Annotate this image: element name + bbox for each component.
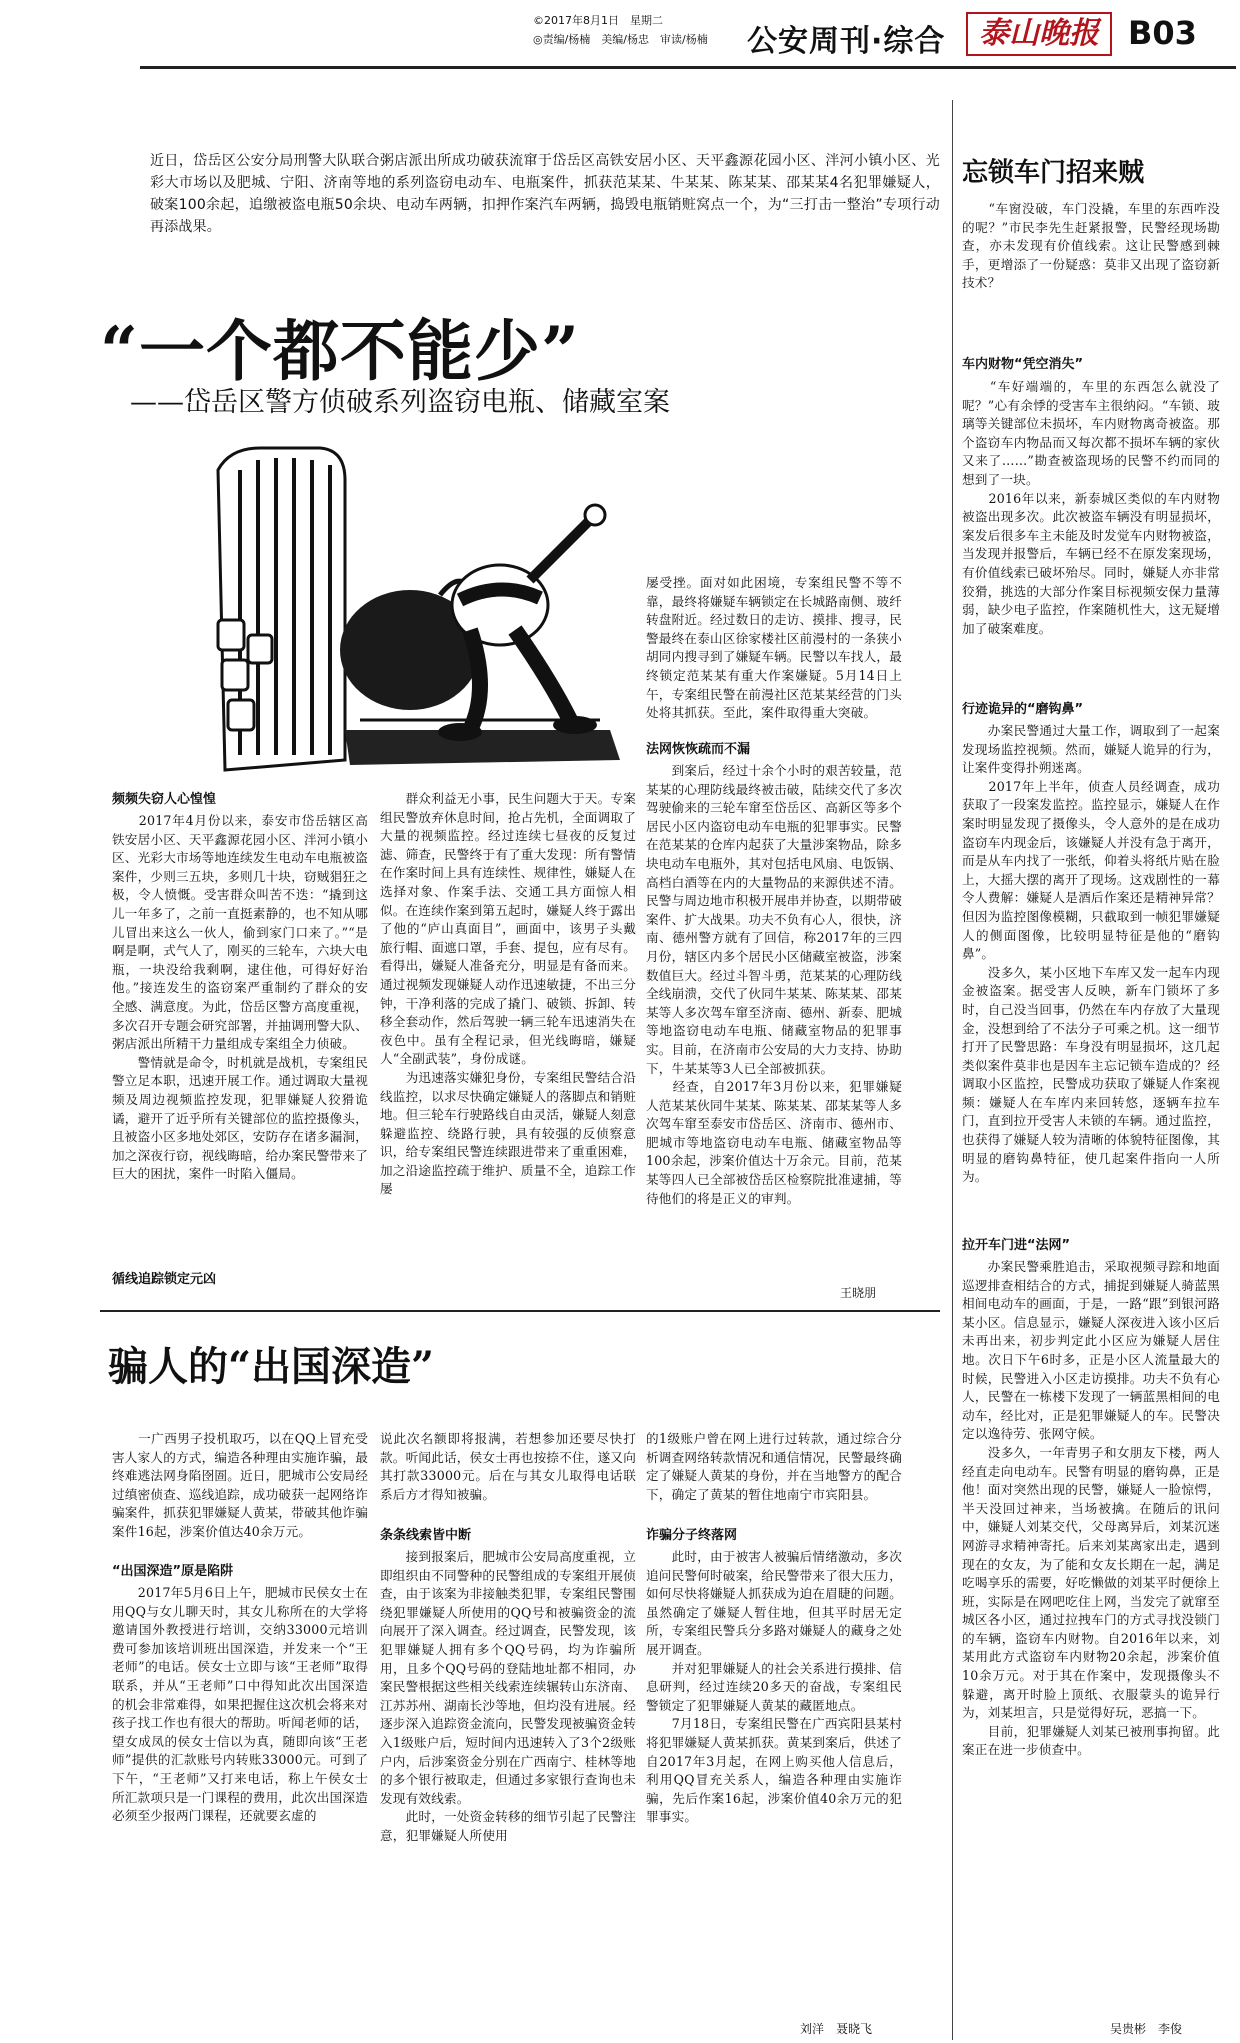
story3-subhead-1: 车内财物“凭空消失” [962,357,1084,372]
thief-carrying-sack-cartoon-icon [170,430,630,780]
story1-col1-subhead: 频频失窃人心惶惶 [112,792,217,807]
story3-headline: 忘锁车门招来贼 [962,158,1145,188]
story2-col2-text: 说此次名额即将报满，若想参加还要尽快打款。听闻此话，侯女士再也按捺不住，遂又向其打款33000元。后在与其女儿取得电话联系后方才得知被骗。 [380,1431,636,1502]
story2-col3-text: 的1级账户曾在网上进行过转款，通过综合分析调查网络转款情况和通信情况，民警最终确定了嫌疑人黄某的身份，并在当地警方的配合下，确定了黄某的暂住地南宁市宾阳县。 [646,1431,902,1502]
story2-headline: 骗人的“出国深造” [108,1343,435,1390]
story2-byline: 刘洋 聂晓飞 [800,2022,873,2036]
masthead-rule [140,66,1236,69]
story3-text-1: “车好端端的，车里的东西怎么就没了呢？”心有余悸的受害车主很纳闷。“车锁、玻璃等关键部位未损坏，车内财物离奇被盗。那个盗窃车内物品而又每次都不损坏车辆的家伙又来了……”勘查被盗现场的民警不约而同的想到了一块。 2016年以来，新泰城区类似的车内财物被盗出现多次。此次被盗车辆没有明显损坏，案发后很多车主未能及时发觉车内财物被盗，当发现并报警后，车辆已经不在原发案现场，有价值线索已破坏殆尽。同时，嫌疑人亦非常狡猾，挑选的大部分作案目标视频安保力量薄弱，缺少电子监控，作案随机性大，这无疑增加了破案难度。 [962,379,1220,636]
story3-text-2: 办案民警通过大量工作，调取到了一起案发现场监控视频。然而，嫌疑人诡异的行为，让案件变得扑朔迷离。 2017年上半年，侦查人员经调查，成功获取了一段案发监控。监控显示，嫌疑人在作案时明显发现了摄像头，令人意外的是在成功盗窃车内现金后，该嫌疑人并没有急于离开，而是从车内找了一张纸，仰着头将纸片贴在脸上，大摇大摆的离开了现场。这戏剧性的一幕令人费解：嫌疑人是酒后作案还是精神异常？但因为监控图像模糊，只截取到一帧犯罪嫌疑人的侧面图像，比较明显特征是他的“磨钩鼻”。 没多久，某小区地下车库又发一起车内现金被盗案。据受害人反映，新车门锁坏了多时，自己没当回事，仍然在车内存放了大量现金，没想到给了不法分子可乘之机。这一细节打开了民警思路：车身没有明显损坏，这几起类似案件莫非也是因车主忘记锁车造成的？经调取小区监控，民警成功获取了嫌疑人作案视频：嫌疑人在车库内来回转悠，逐辆车拉车门，直到拉开受害人未锁的车辆。通过监控，也获得了嫌疑人较为清晰的体貌特征图像，其明显的磨钩鼻特征，使几起案件指向一人所为。 [962,723,1220,1185]
story1-col3-text: 屡受挫。面对如此困境，专案组民警不等不靠，最终将嫌疑车辆锁定在长城路南侧、玻纤转盘附近。经过数日的走访、摸排、搜寻，民警最终在泰山区徐家楼社区前漫村的一条狭小胡同内搜寻到了嫌疑车辆。民警以车找人，最终锁定范某某有重大作案嫌疑。5月14日上午，专案组民警在前漫社区范某某经营的门头处将其抓获。至此，案件取得重大突破。 [646,575,902,721]
editors-line: ◎责编/杨楠 美编/杨忠 审读/杨楠 [533,33,708,46]
story2-col2-subhead: 条条线索皆中断 [380,1528,472,1543]
story-divider [100,1310,940,1312]
story3-byline: 吴贵彬 李俊 [1110,2022,1183,2036]
story1-byline: 王晓朋 [840,1286,877,1300]
story1-col2-text: 群众利益无小事，民生问题大于天。专案组民警放弃休息时间，抢占先机，全面调取了大量的视频监控。经过连续七昼夜的反复过滤、筛查，民警终于有了重大发现：所有警情在作案时间上具有连续性、规律性，嫌疑人在选择对象、作案手法、交通工具方面惊人相似。在连续作案到第五起时，嫌疑人终于露出了他的“庐山真面目”，画面中，该男子头戴旅行帽、面遮口罩，手套、提包，应有尽有。看得出，嫌疑人准备充分，明显是有备而来。通过视频发现嫌疑人动作迅速敏捷，不出三分钟，干净利落的完成了撬门、破锁、拆卸、转移全套动作，然后驾驶一辆三轮车迅速消失在夜色中。虽有全程记录，但光线晦暗，嫌疑人“全副武装”，身份成谜。 为迅速落实嫌犯身份，专案组民警结合沿线监控，以求尽快确定嫌疑人的落脚点和销赃地。但三轮车行驶路线自由灵活，嫌疑人刻意躲避监控、绕路行驶，具有较强的反侦察意识，给专案组民警连续跟进带来了重重困难，加之沿途监控疏于维护、质量不全，追踪工作屡 [380,791,636,1197]
story2-col3-subhead: 诈骗分子终落网 [646,1528,738,1543]
paper-logo [966,12,1112,56]
story1-headline: “一个都不能少” [100,312,580,390]
story1-col3-text-2: 到案后，经过十余个小时的艰苦较量，范某某的心理防线最终被击破，陆续交代了多次驾驶偷来的三轮车窜至岱岳区、高新区等多个居民小区内盗窃电动车电瓶的犯罪事实。民警在范某某的仓库内起获了大量涉案物品，除多块电动车电瓶外，其对包括电风扇、电饭锅、高档白酒等在内的大量物品的来源供述不清。民警与周边地市积极开展串并协查，以期带破案件、扩大战果。功夫不负有心人，很快，济南、德州警方就有了回信，称2017年的三四月份，辖区内多个居民小区储藏室被盗，涉案数值巨大。经过斗智斗勇，范某某的心理防线全线崩溃，交代了伙同牛某某、陈某某、邵某某等人多次驾车窜至济南、德州、新泰、肥城等地盗窃电动车电瓶、储藏室物品的犯罪事实。目前，在济南市公安局的大力支持、协助下，牛某某等3人已全部被抓获。 经查，自2017年3月份以来，犯罪嫌疑人范某某伙同牛某某、陈某某、邵某某等人多次驾车窜至泰安市岱岳区、济南市、德州市、肥城市等地盗窃电动车电瓶、储藏室物品等100余起，涉案价值达十万余元。目前，范某某等四人已全部被岱岳区检察院批准逮捕，等待他们的将是正义的审判。 [646,763,902,1206]
right-column-divider [952,100,953,2040]
paper-logo-text: 泰山晚报 [979,16,1099,51]
story1-col1-subhead-2: 循线追踪锁定元凶 [112,1272,217,1287]
story3-subhead-3: 拉开车门进“法网” [962,1238,1071,1253]
story3-subhead-2: 行迹诡异的“磨钩鼻” [962,702,1084,717]
story2-col1-text: 一广西男子投机取巧，以在QQ上冒充受害人家人的方式，编造各种理由实施诈骗，最终难逃法网身陷囹圄。近日，肥城市公安局经过缜密侦查、巡线追踪，成功破获一起网络诈骗案件，抓获犯罪嫌疑人黄某，带破其他诈骗案件16起，涉案价值达40余万元。 [112,1431,368,1539]
lead-paragraph: 近日，岱岳区公安分局刑警大队联合粥店派出所成功破获流窜于岱岳区高铁安居小区、天平鑫源花园小区、泮河小镇小区、光彩大市场以及肥城、宁阳、济南等地的系列盗窃电动车、电瓶案件，抓获范某某、牛某某、陈某某、邵某某4名犯罪嫌疑人，破案100余起，追缴被盗电瓶50余块、电动车两辆，扣押作案汽车两辆，捣毁电瓶销赃窝点一个，为“三打击一整治”专项行动再添战果。 [150,153,940,235]
story2-col3-text-2: 此时，由于被害人被骗后情绪激动，多次追问民警何时破案，给民警带来了很大压力，如何尽快将嫌疑人抓获成为迫在眉睫的问题。虽然确定了嫌疑人暂住地，但其平时居无定所，专案组民警兵分多路对嫌疑人的藏身之处展开调查。 并对犯罪嫌疑人的社会关系进行摸排、信息研判，经过连续20多天的奋战，专案组民警锁定了犯罪嫌疑人黄某的藏匿地点。 7月18日，专案组民警在广西宾阳县某村将犯罪嫌疑人黄某抓获。黄某到案后，供述了自2017年3月起，在网上购买他人信息后，利用QQ冒充关系人，编造各种理由实施诈骗，先后作案16起，涉案价值40余万元的犯罪事实。 [646,1549,902,1825]
section-title: 公安周刊·综合 [747,24,946,59]
page-number: B03 [1128,14,1197,52]
story1-subheadline: ——岱岳区警方侦破系列盗窃电瓶、储藏室案 [130,387,670,418]
story3-intro: “车窗没破，车门没撬，车里的东西咋没的呢？”市民李先生赶紧报警，民警经现场勘查，亦未发现有价值线索。这让民警感到棘手，更增添了一份疑惑：莫非又出现了盗窃新技术？ [962,201,1220,291]
story3-text-3: 办案民警乘胜追击，采取视频寻踪和地面巡逻排查相结合的方式，捕捉到嫌疑人骑蓝黑相间电动车的画面，于是，一路“跟”到银河路某小区。信息显示，嫌疑人深夜进入该小区后未再出来，初步判定此小区应为嫌疑人居住地。次日下午6时多，正是小区人流量最大的时候，民警进入小区走访摸排。功夫不负有心人，民警在一栋楼下发现了一辆蓝黑相间的电动车，经比对，正是犯罪嫌疑人的车。民警决定以逸待劳、张网守候。 没多久，一年青男子和女朋友下楼，两人经直走向电动车。民警有明显的磨钩鼻，正是他！面对突然出现的民警，嫌疑人一脸惊愕，半天没回过神来，当场被擒。在随后的讯问中，嫌疑人刘某交代，父母离异后，刘某沉迷网游寻求精神寄托。后来刘某离家出走，遇到现在的女友，为了能和女友长期在一起，满足吃喝享乐的需要，好吃懒做的刘某平时便徐上班，实际是在网吧吃住上网，当发完了就窜至城区各小区，通过拉拽车门的方式寻找没锁门的车辆，盗窃车内财物。自2016年以来，刘某用此方式盗窃车内财物20余起，涉案价值10余万元。对于其在作案中，发现摄像头不躲避，离开时脸上顶纸、衣服蒙头的诡异行为，刘某坦言，只是觉得好玩，恶搞一下。 目前，犯罪嫌疑人刘某已被刑事拘留。此案正在进一步侦查中。 [962,1259,1220,1758]
story2-col1-text-2: 2017年5月6日上午，肥城市民侯女士在用QQ与女儿聊天时，其女儿称所在的大学将邀请国外教授进行培训，交纳33000元培训费可参加该培训班出国深造，并发来一个“王老师”的电话。侯女士立即与该“王老师”取得联系，并从“王老师”口中得知此次出国深造的机会非常难得，如果把握住这次机会将来对孩子找工作也有很大的帮助。听闻老师的话，望女成凤的侯女士信以为真，随即向该“王老师”提供的汇款账号内转账33000元。可到了下午，“王老师”又打来电话，称上午侯女士所汇款项只是一门课程的费用，此次出国深造必须至少报两门课程，还就要玄虚的 [112,1585,368,1824]
story2-col1-subhead: “出国深造”原是陷阱 [112,1564,234,1579]
story2-col2-text-2: 接到报案后，肥城市公安局高度重视，立即组织由不同警种的民警组成的专案组开展侦查，由于该案为非接触类犯罪，专案组民警围绕犯罪嫌疑人所使用的QQ号和被骗资金的流向展开了深入调查。经过调查，民警发现，该犯罪嫌疑人拥有多个QQ号码，均为诈骗所用，且多个QQ号码的登陆地址都不相同，办案民警根据这些相关线索连续辗转山东济南、江苏苏州、湖南长沙等地，但均没有进展。经逐步深入追踪资金流向，民警发现被骗资金转入1级账户后，短时间内迅速转入了3个2级账户内，后涉案资金分别在广西南宁、桂林等地的多个银行被取走，但通过多家银行查询也未发现有效线索。 此时，一处资金转移的细节引起了民警注意，犯罪嫌疑人所使用 [380,1549,636,1843]
story1-col3-subhead: 法网恢恢疏而不漏 [646,742,751,757]
story1-col1-text: 2017年4月份以来，泰安市岱岳辖区高铁安居小区、天平鑫源花园小区、泮河小镇小区、光彩大市场等地连续发生电动车电瓶被盗案件，少则三五块，多则几十块，窃贼猖狂之极，令人愤慨。受害群众叫苦不迭：“撬到这儿一年多了，之前一直挺素静的，也不知从哪儿冒出来这么一伙人，偷到家门口来了。”“是啊是啊，式气人了，刚买的三轮车，六块大电瓶，一块没给我剩啊，逮住他，可得好好治他。”接连发生的盗窃案严重制约了群众的安全感、满意度。为此，岱岳区警方高度重视，多次召开专题会研究部署，并抽调刑警大队、粥店派出所精干力量组成专案组全力侦破。 警情就是命令，时机就是战机，专案组民警立足本职，迅速开展工作。通过调取大量视频及周边视频监控发现，犯罪嫌疑人狡猾诡谲，避开了近乎所有关键部位的监控摄像头，且被盗小区多地处郊区，安防存在诸多漏洞，加之深夜行窃，视线晦暗，给办案民警带来了巨大的困扰，案件一时陷入僵局。 [112,813,368,1182]
date-line: ©2017年8月1日 星期二 [533,14,663,27]
thief-illustration [170,430,630,780]
